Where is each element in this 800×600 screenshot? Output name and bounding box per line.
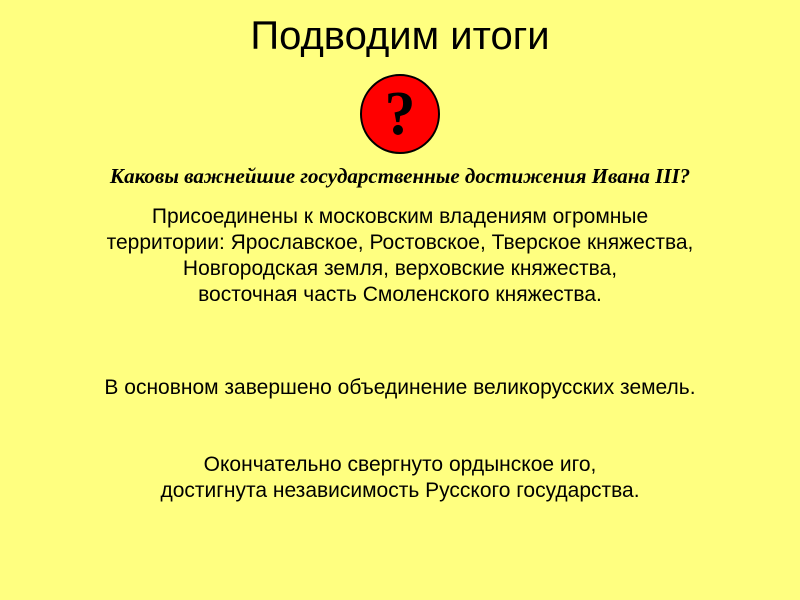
answer-line: Новгородская земля, верховские княжества, (182, 257, 618, 280)
answer-line: территории: Ярославское, Ростовское, Тверское княжества, (106, 231, 694, 254)
answer-line: В основном завершено объединение великорусских земель. (104, 376, 696, 399)
answer-line: Присоединены к московским владениям огромные (151, 205, 649, 228)
answer-independence (0, 452, 800, 504)
answer-line: восточная часть Смоленского княжества. (198, 283, 602, 306)
answer-territories (0, 204, 800, 308)
slide-title: Подводим итоги (250, 14, 550, 58)
answer-line: Окончательно свергнуто ордынское иго, (203, 453, 597, 476)
answer-line: достигнута независимость Русского государства. (160, 479, 640, 502)
answer-unification (0, 375, 800, 401)
question-text: Каковы важнейшие государственные достижения Ивана III? (109, 164, 691, 188)
question-mark-icon: ? (360, 74, 440, 154)
